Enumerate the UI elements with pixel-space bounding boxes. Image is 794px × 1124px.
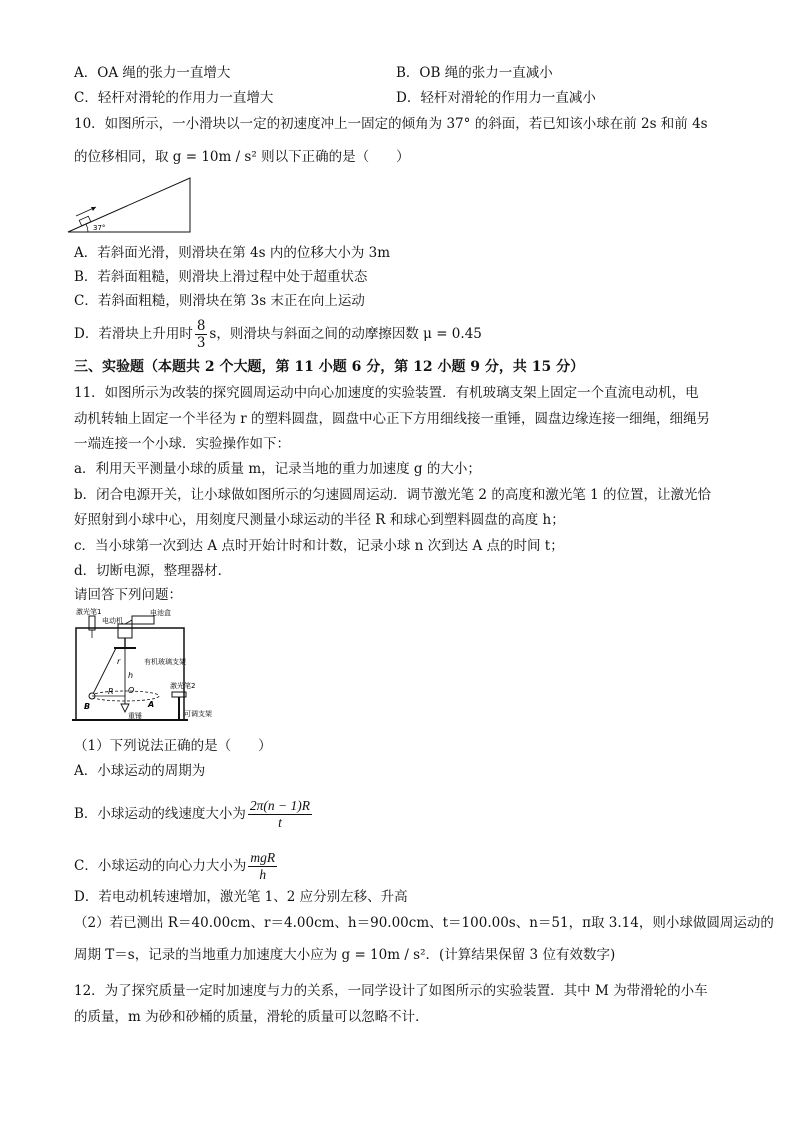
q9-option-b: B．OB 绳的张力一直减小 [396, 65, 553, 81]
q11-option-b-denominator: t [278, 815, 282, 830]
q10-option-d-suffix: s，则滑块与斜面之间的动摩擦因数 μ = 0.45 [209, 326, 482, 342]
stand-label: 可调支架 [184, 710, 212, 718]
center-o-label: O [128, 686, 135, 695]
laser1-label: 激光笔1 [76, 608, 102, 616]
q11-step-a: a．利用天平测量小球的质量 m，记录当地的重力加速度 g 的大小； [74, 461, 481, 477]
q11-option-b-prefix: B．小球运动的线速度大小为 [74, 806, 246, 822]
q10-option-d-prefix: D．若滑块上升用时 [74, 326, 193, 342]
q11-prompt: 请回答下列问题： [74, 587, 182, 603]
apparatus-figure [70, 606, 240, 730]
q11-option-c-denominator: h [259, 867, 267, 882]
incline-angle-label: 37° [93, 224, 106, 232]
q11-option-c-numerator: mgR [250, 850, 276, 865]
q11-part2-line1: （2）若已测出 R＝40.00cm、r＝4.00cm、h＝90.00cm、t＝100.00s、n＝51，π取 3.14，则小球做圆周运动的 [74, 915, 774, 931]
q10-fraction [195, 318, 208, 351]
point-b-label: B [84, 702, 91, 711]
q11-step-d: d．切断电源，整理器材． [74, 563, 232, 579]
q11-part1-option-d: D．若电动机转速增加，激光笔 1、2 应分别左移、升高 [74, 889, 408, 905]
frame-label: 有机玻璃支架 [144, 658, 186, 666]
incline-figure [66, 176, 200, 234]
q11-part1-option-b [74, 796, 314, 832]
q11-option-b-fraction [248, 798, 312, 831]
q11-part1-question: （1）下列说法正确的是（ ） [74, 738, 272, 754]
q11-option-c-fraction [248, 850, 277, 883]
laser2-label: 激光笔2 [170, 682, 196, 690]
weight-label: 重锤 [128, 712, 142, 720]
disc-radius-label: r [117, 657, 121, 666]
q11-part1-option-a: A．小球运动的周期为 [74, 763, 206, 779]
q11-step-c: c．当小球第一次到达 A 点时开始计时和计数，记录小球 n 次到达 A 点的时间 t； [74, 538, 564, 554]
q10-option-d [74, 316, 482, 352]
q12-stem-line1: 12．为了探究质量一定时加速度与力的关系，一同学设计了如图所示的实验装置．其中 M 为带滑轮的小车 [74, 983, 708, 999]
q11-option-b-numerator: 2π(n − 1)R [249, 798, 311, 813]
q10-option-b: B．若斜面粗糙，则滑块上滑过程中处于超重状态 [74, 269, 368, 285]
height-label: h [128, 671, 134, 680]
q11-part1-option-c [74, 848, 279, 884]
q9-option-c: C．轻杆对滑轮的作用力一直增大 [74, 90, 274, 106]
section-3-heading: 三、实验题（本题共 2 个大题，第 11 小题 6 分，第 12 小题 9 分，共 15 分） [74, 359, 585, 375]
radius-R-label: R [108, 687, 114, 696]
q12-stem-line2: 的质量，m 为砂和砂桶的质量，滑轮的质量可以忽略不计． [74, 1009, 429, 1025]
q11-part2-line2: 周期 T＝s，记录的当地重力加速度大小应为 g = 10m / s²．(计算结果保留 3 位有效数字) [74, 947, 616, 963]
q10-fraction-denominator: 3 [196, 335, 206, 351]
point-a-label: A [148, 700, 155, 709]
q11-option-c-prefix: C．小球运动的向心力大小为 [74, 858, 247, 874]
q9-option-a: A．OA 绳的张力一直增大 [74, 65, 231, 81]
q11-stem-line2: 动机转轴上固定一个半径为 r 的塑料圆盘，圆盘中心正下方用细线接一重锤，圆盘边缘连接一细绳，细绳另 [74, 411, 711, 427]
q10-fraction-numerator: 8 [196, 318, 206, 334]
motor-label: 电动机 [102, 617, 123, 625]
battery-label: 电池盒 [150, 609, 171, 617]
q10-option-c: C．若斜面粗糙，则滑块在第 3s 末正在向上运动 [74, 293, 365, 309]
q11-stem-line1: 11．如图所示为改装的探究圆周运动中向心加速度的实验装置．有机玻璃支架上固定一个直流电动机，电 [74, 385, 699, 401]
q10-stem-line1: 10．如图所示，一小滑块以一定的初速度冲上一固定的倾角为 37° 的斜面，若已知该小球在前 2s 和前 4s [74, 116, 708, 132]
q9-option-d: D．轻杆对滑轮的作用力一直减小 [396, 90, 596, 106]
q11-step-b-line2: 好照射到小球中心，用刻度尺测量小球运动的半径 R 和球心到塑料圆盘的高度 h； [74, 512, 565, 528]
q11-step-b-line1: b．闭合电源开关，让小球做如图所示的匀速圆周运动．调节激光笔 2 的高度和激光笔 1 的位置，让激光恰 [74, 487, 711, 503]
q11-stem-line3: 一端连接一个小球．实验操作如下： [74, 436, 290, 452]
q10-option-a: A．若斜面光滑，则滑块在第 4s 内的位移大小为 3m [74, 245, 391, 261]
q10-stem-line2: 的位移相同，取 g = 10m / s² 则以下正确的是（ ） [74, 149, 410, 165]
